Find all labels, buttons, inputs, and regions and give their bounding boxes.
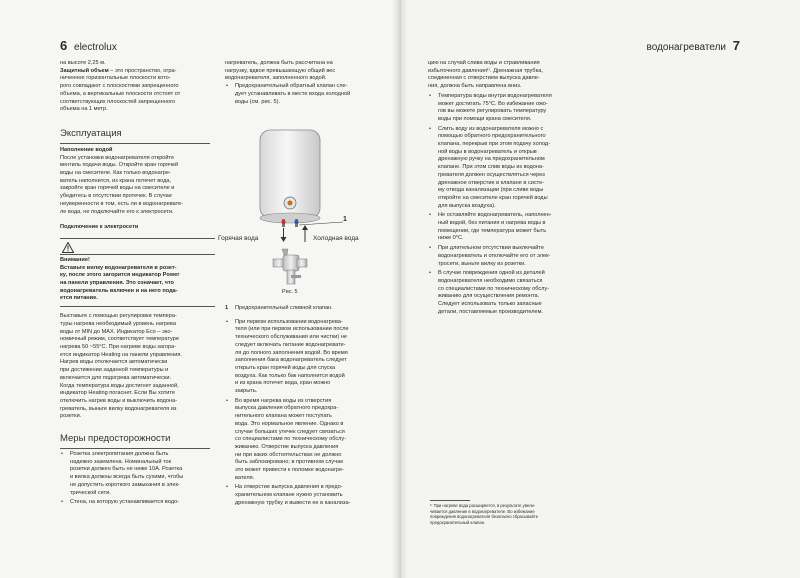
text-line: греватель, выньте вилку водонагревателя из (60, 405, 177, 412)
text-line: со специалистами по техническому обслу- (438, 285, 550, 292)
left-page-header (60, 38, 117, 53)
text-line: розетки. (60, 413, 82, 420)
text-line: цию на случай слива воды и стравливания (428, 60, 540, 66)
text-line: чивается давление в водонагревателе. Во избежание (430, 508, 535, 514)
text-line: воды при помощи крана смесителя. (438, 115, 532, 122)
text-line: тросети, выньте вилку из розетки. (438, 260, 526, 267)
text-line: Выставьте с помощью регулировки темпера- (60, 313, 177, 320)
text-line: ется питание. (60, 295, 98, 302)
right-page-header (647, 38, 740, 53)
text-line: и из крана потечет вода, кран можно (235, 380, 331, 387)
bullet-item (428, 93, 588, 124)
footnote-text (430, 503, 590, 525)
text-line: выпуска давления обратного предохра- (235, 405, 339, 412)
bullet-icon: • (61, 499, 63, 506)
text-line: нагрева 50 ~55°С. При нагреве воды загора- (60, 343, 177, 350)
right-column-1 (428, 60, 588, 319)
text-line: водонагреватель включен и на него пода- (60, 287, 178, 294)
text-line: индикатор Heating погаснет. Если Вы хотите (60, 390, 176, 397)
text-line: Нагрев воды отключается автоматически (60, 359, 168, 366)
text-line: При первом использовании водонагрева- (235, 318, 343, 325)
text-line: хранительном клапане нужно установить (235, 492, 343, 499)
text-line: воздуха. Как только бак наполнится водой (235, 372, 345, 379)
section-rule (60, 448, 210, 449)
text-line: гов вы можете регулировать температуру (438, 108, 547, 115)
text-line: дренажную ручку на предохранительном (438, 156, 545, 163)
text-line: соответствующих плоскостей запрещенного (60, 98, 175, 105)
text-line: водонагревателя, заполненного водой. (225, 75, 327, 82)
text-line: вода. Это нормальное явление. Однако в (235, 420, 344, 427)
bullet-item (428, 126, 588, 211)
text-line: При длительном отсутствии выключайте (438, 245, 544, 252)
filling-title: Наполнение водой (60, 146, 113, 153)
bullet-item (428, 245, 588, 268)
text-line: вателя. (235, 474, 255, 481)
text-line: дренажную трубку и вывести ее в канализа- (235, 499, 351, 506)
right-page (400, 0, 800, 578)
text-line: следует включать питание водонагревате- (235, 341, 346, 348)
text-line: Следует использовать только запасные (438, 301, 542, 308)
footnote (430, 500, 590, 525)
section-rule (60, 143, 210, 144)
text-line: избыточного давления¹⁾. Дренажная трубка, (428, 67, 543, 74)
text-line: живанию для осуществления ремонта. (438, 293, 540, 300)
text-line: повреждения водонагревателя безопасно сбрасывайте (430, 514, 539, 520)
text-line: дренажное отверстие в клапане в систе- (438, 179, 545, 186)
text-line: ется индикатор Heating на панели управления. (60, 351, 182, 358)
bullet-icon: • (429, 212, 431, 219)
text-line: для выпуска воздуха). (438, 202, 496, 209)
text-line: клапана, перекрыв при этом подачу холод- (438, 141, 551, 148)
text-line: ле вода, не подключайте его к электросети. (60, 208, 174, 215)
warning-title: Внимание! (60, 256, 90, 263)
hot-water-label: Горячая вода (218, 235, 259, 242)
bullet-item (225, 83, 375, 106)
section-name: водонагреватели (646, 42, 726, 53)
text-line: клапане. При этом слив воды из водона- (438, 164, 544, 171)
text-line: нагреватель, должна быть рассчитана на (225, 60, 333, 66)
bullet-icon: • (429, 245, 431, 252)
text-line: му отвода канализации (при сливе воды (438, 187, 544, 194)
text-line: на панели управления. Это означает, что (60, 280, 174, 287)
bullet-item (60, 499, 215, 507)
text-line: соединенная с отверстием выпуска давле- (428, 75, 540, 82)
text-line: дует устанавливать в месте входа холодной (235, 90, 351, 97)
text-line: при достижении заданной температуры и (60, 367, 169, 374)
text-line: Стена, на которую устанавливается водо- (70, 499, 179, 506)
text-line: Вставьте вилку водонагревателя в розет- (60, 264, 177, 271)
bullet-item (225, 484, 375, 507)
page-number: 6 (60, 38, 68, 53)
text-line: нагрузку, вдвое превышающую общий вес (225, 67, 336, 74)
text-line: теля (или при первом использовании после (235, 326, 349, 333)
text-line: технического обслуживания или чистки) не (235, 334, 348, 341)
text-line: отключить нагрев воды и выключить водона- (60, 397, 178, 404)
section-title-operation: Эксплуатация (60, 127, 122, 139)
text-line: ной воды в водонагреватель и открыв (438, 148, 537, 155)
text-line: не допустить короткого замыкания в элек- (70, 481, 180, 488)
text-line: Когда температура воды достигнет заданной, (60, 382, 179, 389)
left-column-2 (225, 60, 375, 108)
warning-box (60, 238, 215, 307)
text-line: Температура воды внутри водонагревателя (438, 92, 552, 99)
text-line: Защитный объем – это пространство, огра- (60, 67, 177, 74)
text-line: ниже 0°С. (438, 235, 464, 242)
bullet-item (428, 212, 588, 243)
text-line: быть заблокировано; в противном случае (235, 459, 344, 466)
bullet-icon: • (226, 397, 228, 404)
text-line: ля до полного заполнения водой. Во время (235, 349, 348, 356)
bullet-icon: • (429, 92, 431, 99)
text-line: Розетка электропитания должна быть (70, 451, 169, 458)
usage-list (225, 319, 375, 508)
text-line: номичный режим, соответствует температуре (60, 336, 179, 343)
text-line: туры нагрева необходимый уровень нагрева (60, 320, 177, 327)
text-line: После установки водонагревателя откройте (60, 154, 175, 161)
bullet-icon: • (61, 451, 63, 458)
bullet-icon: • (226, 484, 228, 491)
text-line: гревателя должен осуществляться через (438, 171, 545, 178)
book-gutter (392, 0, 408, 578)
bullet-icon: • (226, 83, 228, 90)
text-line: вентиль подачи воды. Откройте кран горячей (60, 162, 179, 169)
text-line: нительного клапана может поступать (235, 413, 332, 420)
left-column-1 (60, 60, 215, 509)
text-line: ния, должна быть направлена вниз. (428, 83, 522, 90)
footnote-rule (430, 500, 470, 501)
callout-number: 1 (343, 216, 347, 223)
figure-legend (225, 305, 375, 313)
bullet-item (60, 451, 215, 497)
bullet-icon: • (226, 318, 228, 325)
text-line: это может привести к поломке водонагре- (235, 467, 344, 474)
connect-title: Подключение к электросети (60, 224, 139, 231)
operation-body-text (60, 313, 215, 421)
left-column-2-lower (225, 305, 375, 510)
text-line: На отверстие выпуска давления в предо- (235, 484, 343, 491)
text-line: рого совпадают с плоскостями запрещенного (60, 83, 179, 90)
text-line: предохранительный клапан. (430, 519, 486, 525)
text-line: живанию. Отверстие выпуска давления (235, 443, 339, 450)
text-line: воды (см. рис. 5). (235, 98, 281, 105)
cold-water-label: Холодная вода (313, 235, 359, 242)
text-line: Предохранительный обратный клапан сле- (235, 83, 348, 90)
text-line: на высоте 2,25 м. (60, 60, 106, 66)
warning-header (60, 241, 215, 255)
text-line: ни при каких обстоятельствах не должно (235, 451, 342, 458)
text-line: и вилка должны всегда быть сухими, чтобы (70, 474, 184, 481)
text-line: водонагреватель и отключайте его от элек- (438, 252, 551, 259)
text-line: водонагревателя необходимо связаться (438, 277, 543, 284)
intro-text (60, 60, 215, 114)
text-line: Слить воду из водонагревателя можно с (438, 125, 544, 132)
text-line: ¹⁾ При нагреве вода расширяется, в результате увели- (430, 503, 536, 508)
text-line: ку, после этого загорится индикатор Power (60, 272, 180, 279)
text-line: помещении, где температура может быть (438, 227, 547, 234)
bullet-icon: • (429, 125, 431, 132)
section-title-precautions: Меры предосторожности (60, 433, 171, 445)
text-line: воды от MIN до MAX. Индикатор Eco – эко- (60, 328, 173, 335)
figure-5 (218, 125, 375, 300)
text-line: помощью обратного предохранительного (438, 133, 546, 140)
legend-number: 1 (225, 305, 229, 311)
text-line: розетки должен быть не ниже 10А. Розетка (70, 466, 183, 473)
text-line: случае больших утечек следует связаться (235, 428, 345, 435)
wall-text (225, 60, 375, 83)
bullet-item (225, 398, 375, 483)
drain-text (428, 60, 588, 91)
filling-text (60, 155, 215, 217)
text-line: неуверенности в том, есть ли в водонагревате- (60, 200, 184, 207)
text-line: ватель наполнится, из крана потечет вода, (60, 177, 172, 184)
text-line: включается для подогрева автоматически. (60, 374, 172, 381)
water-heater-illustration (225, 125, 375, 300)
warning-text (60, 265, 215, 304)
page-number: 7 (732, 38, 740, 53)
text-line: откройте на смесителе кран горячей воды (438, 194, 548, 201)
text-line: может достигать 75°С. Во избежание ожо- (438, 100, 548, 107)
text-line: убедитесь в отсутствии протечек. В случае (60, 193, 172, 200)
text-line: Не оставляйте водонагреватель, наполнен- (438, 212, 552, 219)
legend-text: Предохранительный сливной клапан. (235, 305, 333, 311)
text-line: открыть кран горячей воды для спуска (235, 364, 336, 371)
bullet-item (428, 270, 588, 316)
text-line: надежно заземлена. Номинальный ток (70, 458, 172, 465)
term-highlight: Защитный объем (60, 67, 109, 74)
warning-triangle-icon (62, 242, 74, 253)
safety-list (428, 93, 588, 317)
text-line: воды на смесителе. Как только водонагре- (60, 170, 171, 177)
text-line: В случае повреждения одной из деталей (438, 270, 545, 277)
text-line: детали, поставляемые производителем. (438, 308, 544, 315)
text-line: заполнения бака водонагреватель следует (235, 357, 347, 364)
text-line: объема на 1 метр. (60, 106, 108, 113)
text-line: ный водой, без питания и нагрева воды в (438, 220, 546, 227)
figure-caption: Рис. 5 (282, 289, 298, 295)
text-line: ниченное горизонтальные плоскости кото- (60, 75, 171, 82)
brand-name: electrolux (74, 42, 117, 53)
text-line: объема, а вертикальные плоскости отстоят от (60, 90, 181, 97)
text-line: со специалистами по техническому обслу- (235, 436, 347, 443)
valve-bullet (225, 83, 375, 106)
bullet-icon: • (429, 270, 431, 277)
precautions-list (60, 451, 215, 507)
text-line: трической сети. (70, 489, 111, 496)
text-line: закройте кран горячей воды на смесителе и (60, 185, 175, 192)
bullet-item (225, 319, 375, 396)
text-line: закрыть. (235, 388, 258, 395)
text-line: Во время нагрева воды из отверстия (235, 397, 332, 404)
